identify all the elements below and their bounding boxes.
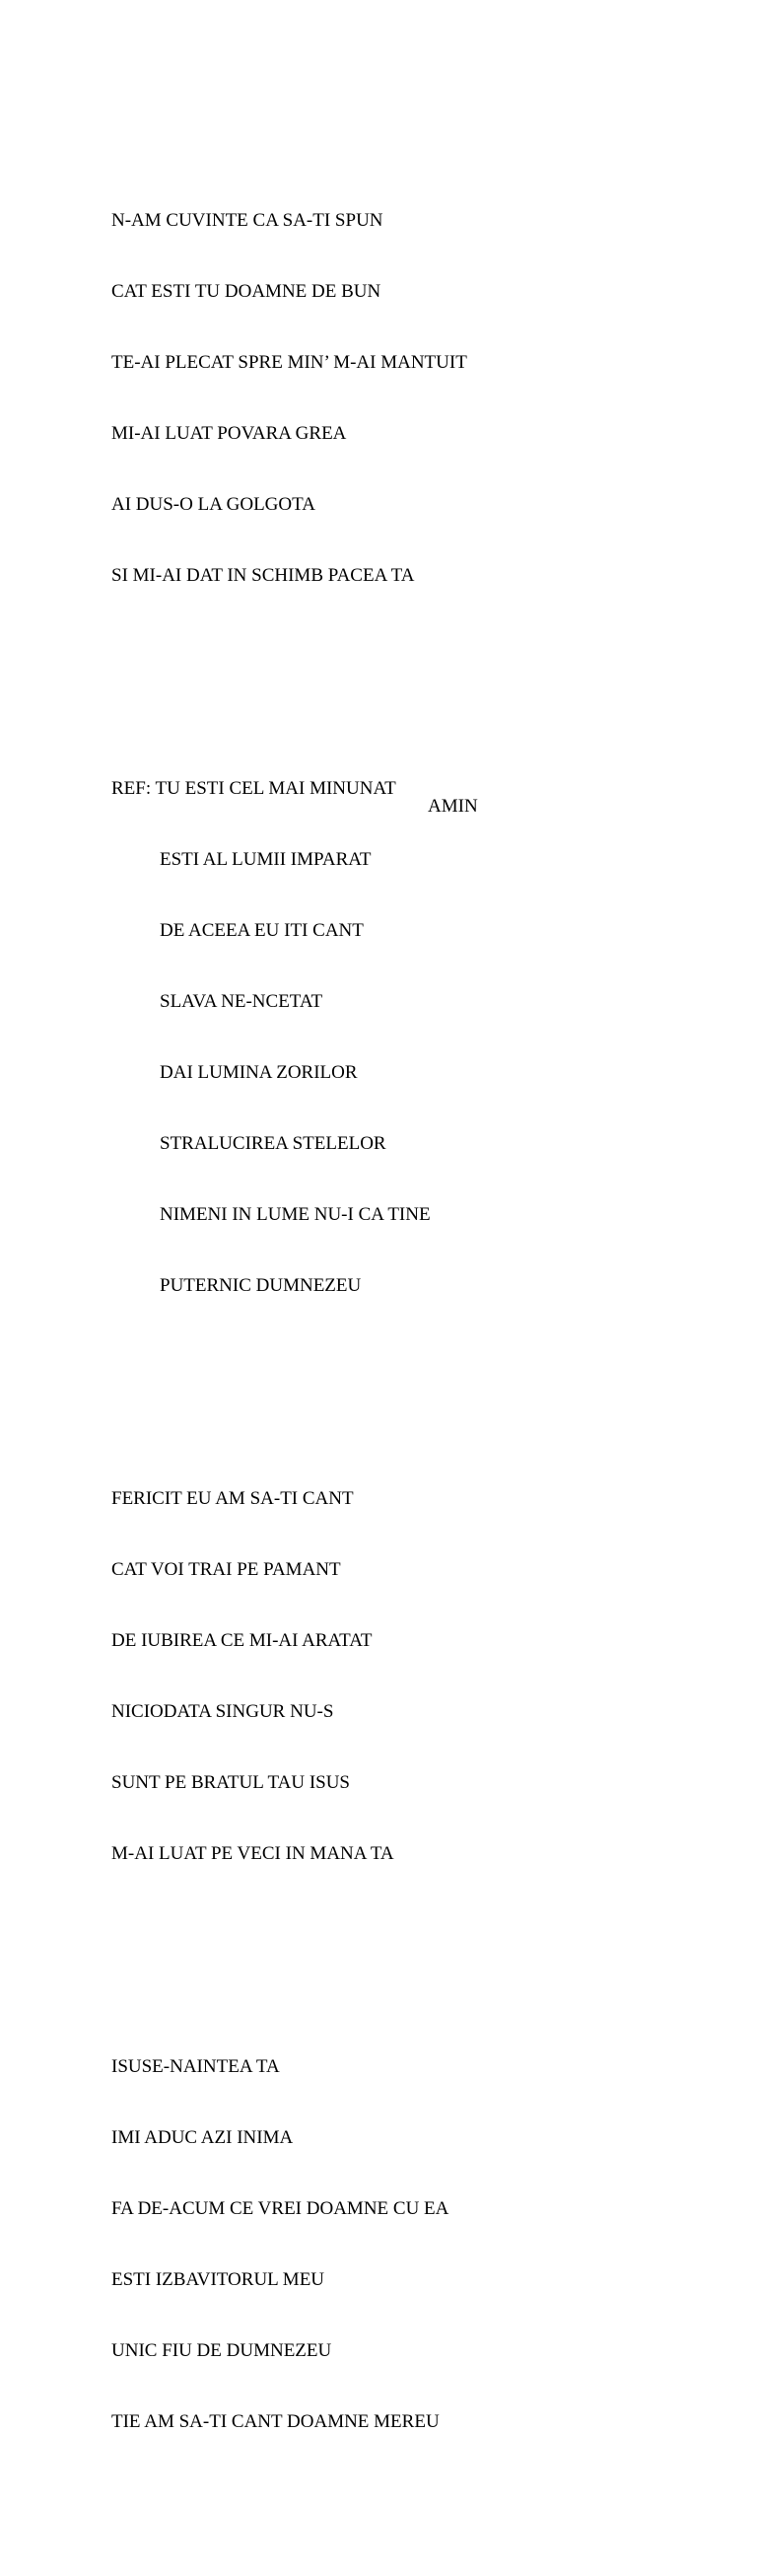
refrain-line: STRALUCIREA STELELOR xyxy=(160,1133,386,1154)
lyric-line: FA DE-ACUM CE VREI DOAMNE CU EA xyxy=(111,2198,449,2219)
lyric-line: MI-AI LUAT POVARA GREA xyxy=(111,423,347,444)
lyric-line: SI MI-AI DAT IN SCHIMB PACEA TA xyxy=(111,565,415,586)
refrain-line: DE ACEEA EU ITI CANT xyxy=(160,920,364,941)
lyric-line: FERICIT EU AM SA-TI CANT xyxy=(111,1488,354,1509)
lyric-line: AI DUS-O LA GOLGOTA xyxy=(111,494,315,515)
refrain-line: ESTI AL LUMII IMPARAT xyxy=(160,849,372,870)
lyric-line: CAT ESTI TU DOAMNE DE BUN xyxy=(111,281,381,302)
refrain-line: DAI LUMINA ZORILOR xyxy=(160,1062,358,1083)
refrain-line: NIMENI IN LUME NU-I CA TINE xyxy=(160,1204,431,1225)
refrain-line: PUTERNIC DUMNEZEU xyxy=(160,1275,362,1296)
lyric-line: TE-AI PLECAT SPRE MIN’ M-AI MANTUIT xyxy=(111,352,467,373)
lyric-line: CAT VOI TRAI PE PAMANT xyxy=(111,1559,341,1580)
lyric-line: UNIC FIU DE DUMNEZEU xyxy=(111,2340,332,2361)
lyric-line: NICIODATA SINGUR NU-S xyxy=(111,1701,334,1722)
lyric-line: DE IUBIREA CE MI-AI ARATAT xyxy=(111,1630,373,1651)
refrain xyxy=(111,730,663,1345)
stanza-1 xyxy=(111,162,663,635)
lyric-line: N-AM CUVINTE CA SA-TI SPUN xyxy=(111,210,383,231)
lyric-line: SUNT PE BRATUL TAU ISUS xyxy=(111,1772,350,1793)
lyric-line: ISUSE-NAINTEA TA xyxy=(111,2056,280,2077)
stanza-3 xyxy=(111,2008,663,2481)
lyric-line: IMI ADUC AZI INIMA xyxy=(111,2127,294,2148)
refrain-line: SLAVA NE-NCETAT xyxy=(160,991,323,1012)
lyrics-body xyxy=(111,91,663,2576)
lyric-line: M-AI LUAT PE VECI IN MANA TA xyxy=(111,1843,394,1864)
lyric-line: ESTI IZBAVITORUL MEU xyxy=(111,2269,325,2290)
lyric-line: TIE AM SA-TI CANT DOAMNE MEREU xyxy=(111,2411,440,2432)
closing-amen: AMIN xyxy=(428,796,478,817)
stanza-2 xyxy=(111,1440,663,1913)
refrain-first-line: REF: TU ESTI CEL MAI MINUNAT xyxy=(111,778,396,799)
